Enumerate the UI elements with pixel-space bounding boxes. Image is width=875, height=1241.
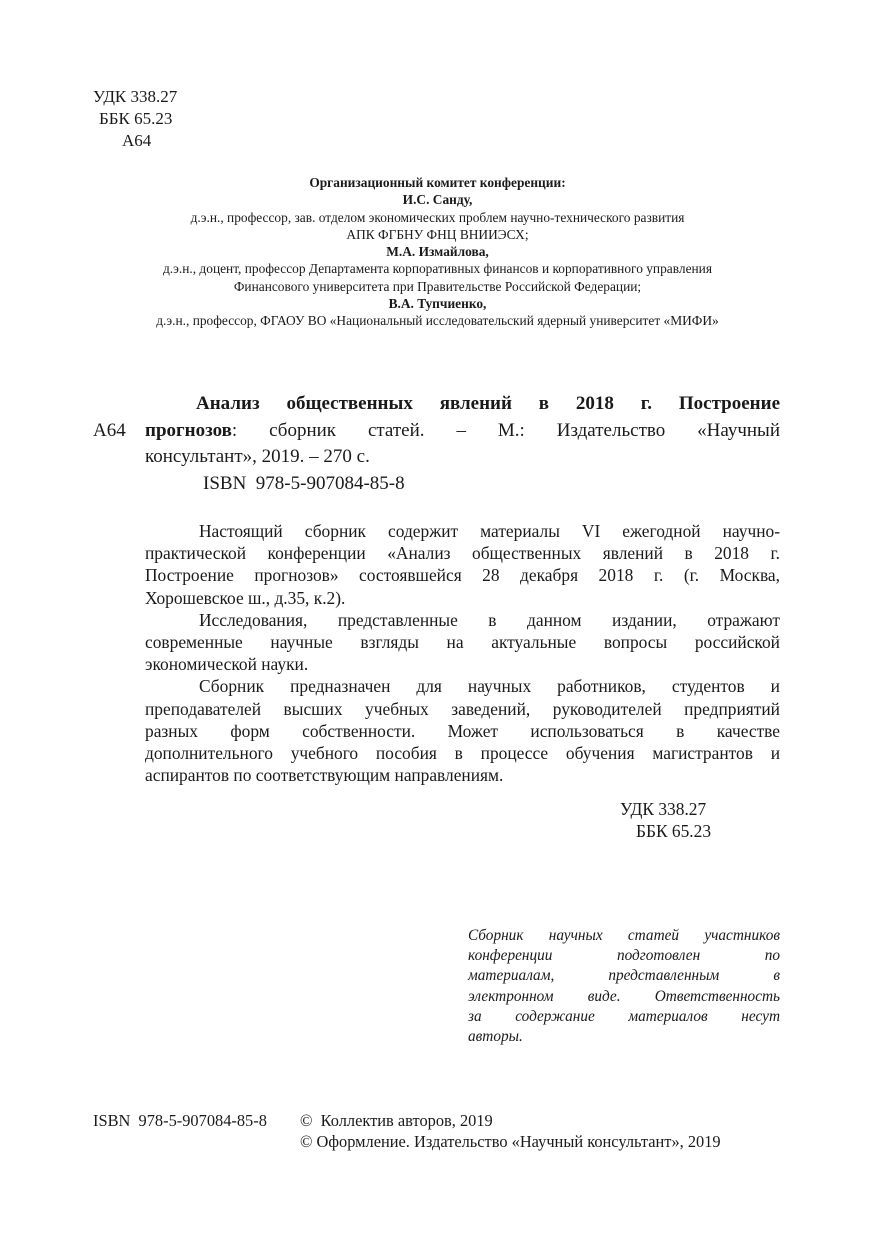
book-title-line: Анализ общественных явлений в 2018 г. Построение [196, 393, 780, 414]
book-title-bold: прогнозов [145, 420, 232, 441]
annotation-line: Сборник предназначен для научных работников, студентов и [199, 676, 780, 697]
book-title-line [145, 418, 780, 444]
committee-member-credentials: д.э.н., профессор, зав. отделом экономических проблем научно-технического развития [190, 209, 685, 225]
organizing-committee [60, 174, 815, 330]
committee-member-credentials: д.э.н., доцент, профессор Департамента корпоративных финансов и корпоративного управления [162, 261, 713, 277]
note-line: за содержание материалов несут [468, 1007, 780, 1025]
bibliographic-mark: А64 [93, 420, 126, 441]
annotation-line: дополнительного учебного пособия в процессе обучения магистрантов и [145, 743, 780, 764]
annotation-line: Построение прогнозов» состоявшейся 28 декабря 2018 г. (г. Москва, [145, 565, 780, 586]
annotation-line: Настоящий сборник содержит материалы VI ежегодной научно- [199, 521, 780, 541]
bbk-code-right: ББК 65.23 [636, 821, 712, 841]
committee-member-credentials: АПК ФГБНУ ФНЦ ВНИИЭСХ; [346, 226, 529, 242]
annotation-line: разных форм собственности. Может использоваться в качестве [145, 720, 780, 741]
author-mark: А64 [122, 131, 152, 150]
bbk-code: ББК 65.23 [99, 109, 173, 128]
annotation-line: преподавателей высших учебных заведений, руководителей предприятий [145, 698, 780, 719]
annotation-line: аспирантов по соответствующим направлениям. [145, 765, 504, 786]
book-imprint: : сборник статей. – М.: Издательство «Научный [231, 420, 780, 441]
annotation-line: Хорошевское ш., д.35, к.2). [145, 587, 346, 608]
committee-member-credentials: Финансового университета при Правительстве Российской Федерации; [233, 278, 642, 294]
committee-member-name: М.А. Измайлова, [386, 244, 489, 260]
annotation-line: современные научные взгляды на актуальные вопросы российской [145, 632, 780, 653]
note-line: конференции подготовлен по [468, 947, 780, 965]
copyright-design: © Оформление. Издательство «Научный консультант», 2019 [300, 1132, 721, 1151]
footer-isbn: ISBN 978-5-907084-85-8 [93, 1111, 267, 1130]
isbn: ISBN 978-5-907084-85-8 [203, 473, 405, 494]
udk-code-right: УДК 338.27 [620, 799, 707, 819]
annotation-line: экономической науки. [145, 654, 309, 675]
committee-member-name: И.С. Санду, [402, 192, 473, 208]
committee-heading: Организационный комитет конференции: [309, 175, 566, 190]
book-imprint-line: консультант», 2019. – 270 с. [145, 446, 370, 467]
annotation-line: практической конференции «Анализ общественных явлений в 2018 г. [145, 543, 780, 564]
annotation-line: Исследования, представленные в данном издании, отражают [199, 609, 780, 630]
committee-member-name: В.А. Тупчиенко, [388, 296, 487, 312]
note-line: Сборник научных статей участников [468, 927, 780, 944]
annotation-paragraph [145, 520, 780, 786]
copyright-authors: © Коллектив авторов, 2019 [300, 1111, 493, 1130]
responsibility-note [468, 926, 780, 1047]
committee-member-credentials: д.э.н., профессор, ФГАОУ ВО «Национальный исследовательский ядерный университет «МИФИ» [156, 313, 719, 329]
note-line: материалам, представленным в [468, 967, 780, 985]
note-line: авторы. [468, 1028, 523, 1046]
udk-code: УДК 338.27 [93, 87, 178, 106]
note-line: электронном виде. Ответственность [468, 987, 780, 1005]
